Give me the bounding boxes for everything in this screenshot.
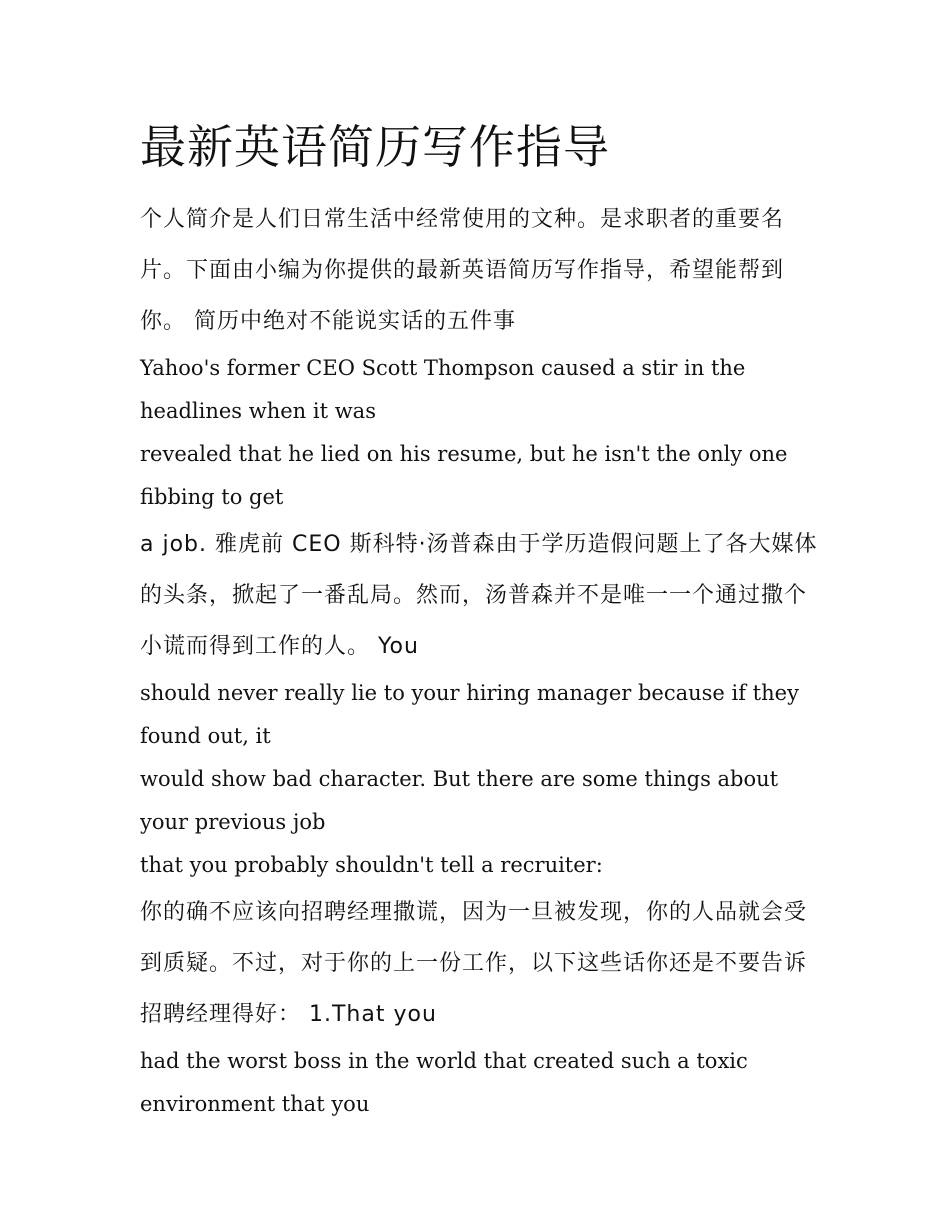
document-body bbox=[140, 112, 820, 1126]
english-paragraph: should never really lie to your hiring manager because if they found out, it bbox=[140, 681, 799, 748]
chinese-paragraph: 你的确不应该向招聘经理撒谎，因为一旦被发现，你的人品就会受到质疑。不过，对于你的上一份工作，以下这些话你还是不要告诉招聘经理得好： 1.That you bbox=[140, 900, 808, 1027]
intro-paragraph: 个人简介是人们日常生活中经常使用的文种。是求职者的重要名片。下面由小编为你提供的最新英语简历写作指导，希望能帮到你。 简历中绝对不能说实话的五件事 bbox=[140, 207, 785, 334]
english-paragraph: that you probably shouldn't tell a recruiter: bbox=[140, 853, 603, 877]
english-paragraph: revealed that he lied on his resume, but he isn't the only one fibbing to get bbox=[140, 442, 788, 509]
english-paragraph: had the worst boss in the world that created such a toxic environment that you bbox=[140, 1049, 748, 1116]
document-title: 最新英语简历写作指导 bbox=[140, 120, 610, 174]
chinese-paragraph: a job. 雅虎前 CEO 斯科特·汤普森由于学历造假问题上了各大媒体的头条，掀起了一番乱局。然而，汤普森并不是唯一一个通过撒个小谎而得到工作的人。 You bbox=[140, 532, 818, 659]
english-paragraph: would show bad character. But there are some things about your previous job bbox=[140, 767, 779, 834]
english-paragraph: Yahoo's former CEO Scott Thompson caused a stir in the headlines when it was bbox=[140, 356, 746, 423]
